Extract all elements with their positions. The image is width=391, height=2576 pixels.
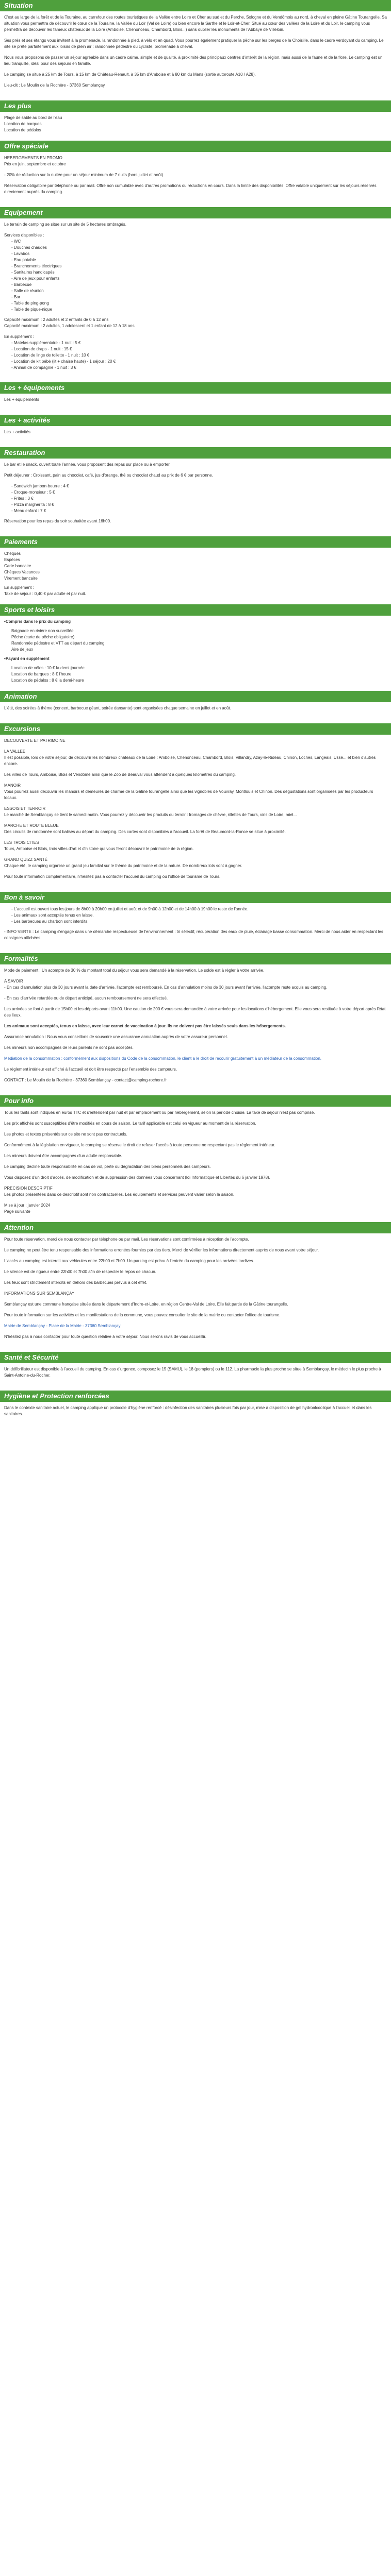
attention-paragraph: L'accès au camping est interdit aux véhicules entre 22h00 et 7h00. Un parking est prévu à l'entrée du camping pour les arrivées tardives. (4, 1259, 254, 1263)
equipement-list-title: Services disponibles : (4, 233, 44, 238)
list-item: - Matelas supplémentaire - 1 nuit : 5 € (11, 340, 387, 346)
pour-info-paragraph: Les mineurs doivent être accompagnés d'un adulte responsable. (4, 1154, 122, 1158)
situation-paragraph: Ses prés et ses étangs vous invitent à la promenade, la randonnée à pied, à vélo et en quad. Vous pourrez également pratiquer la pêche sur les berges de la Choisille, dans le cadre verdoyant du camping. Le site se prête parfaitement aux loisirs de plein air : randonnée pédestre ou cycliste, promenade à cheval. (4, 38, 384, 49)
sports-paid-title: • Payant en supplément (4, 656, 387, 662)
section-animation (0, 691, 391, 723)
list-item: - Sandwich jambon-beurre : 4 € (11, 483, 387, 489)
equipement-extras-list (4, 340, 387, 371)
sports-included-item: Aire de jeux (11, 647, 34, 652)
section-attention (0, 1222, 391, 1352)
section-hygiene (0, 1391, 391, 1429)
sante-text: Un défibrillateur est disponible à l'accueil du camping. En cas d'urgence, composez le 15 (SAMU), le 18 (pompiers) ou le 112. La pharmacie la plus proche se situe à Semblançay, le médecin le plus proche à Saint-Antoine-du-Rocher. (4, 1367, 381, 1378)
excursions-subheading: MARCHE ET ROUTE BLEUE (4, 823, 59, 828)
paiement-tax: Taxe de séjour : 0,40 € par adulte et par nuit. (4, 591, 86, 596)
list-item: - Lavabos (11, 251, 387, 257)
list-item: - Sanitaires handicapés (11, 269, 387, 276)
paiement-item: Carte bancaire (4, 564, 31, 568)
list-item: - Frites : 3 € (11, 496, 387, 502)
offre-period: Prix en juin, septembre et octobre (4, 162, 66, 166)
section-heading-hygiene: Hygiène et Protection renforcées (0, 1391, 391, 1402)
section-plus (0, 100, 391, 141)
restauration-menu-list (4, 483, 387, 514)
offre-conditions: Réservation obligatoire par téléphone ou par mail. Offre non cumulable avec d'autres promotions ou réductions en cours. Dans la limite des disponibilités. Offre valable uniquement sur les séjours réservés directement auprès du camping. (4, 183, 377, 194)
plus-activites-text: Les + activités (4, 430, 30, 434)
section-paiements (0, 536, 391, 604)
restauration-breakfast: Petit déjeuner : Croissant, pain au chocolat, café, jus d'orange, thé ou chocolat chaud au prix de 6 € par personne. (4, 473, 213, 478)
list-item: - Eau potable (11, 257, 387, 263)
attention-paragraph: Pour toute réservation, merci de nous contacter par téléphone ou par mail. Les réservations sont confirmées à réception de l'acompte. (4, 1237, 249, 1242)
equipement-intro: Le terrain de camping se situe sur un site de 5 hectares ombragés. (4, 222, 127, 227)
section-heading-pour-info: Pour info (0, 1095, 391, 1107)
excursions-paragraph: Tours, Amboise et Blois, trois villes d'art et d'histoire qui vous feront découvrir le patrimoine de la région. (4, 846, 194, 851)
section-heading-formalites: Formalités (0, 953, 391, 964)
section-restauration (0, 447, 391, 536)
sports-included-item: Pêche (carte de pêche obligatoire) (11, 635, 75, 639)
plus-item: Plage de sable au bord de l'eau (4, 115, 62, 120)
formalites-paragraph: Le règlement intérieur est affiché à l'accueil et doit être respecté par l'ensemble des campeurs. (4, 1067, 177, 1072)
section-heading-paiements: Paiements (0, 536, 391, 548)
list-item: - Pizza margherita : 8 € (11, 502, 387, 508)
list-item: - Les barbecues au charbon sont interdits. (11, 919, 387, 925)
section-excursions (0, 723, 391, 892)
section-situation (0, 0, 391, 100)
attention-mairie-link[interactable]: Mairie de Semblançay - Place de la Mairie - 37360 Semblançay (4, 1324, 121, 1328)
attention-paragraph: Le camping ne peut être tenu responsable des informations erronées fournies par des tiers. Merci de vérifier les informations directement auprès de nous avant votre séjour. (4, 1248, 319, 1252)
attention-paragraph: Les feux sont strictement interdits en dehors des barbecues prévus à cet effet. (4, 1280, 148, 1285)
paiement-extra-title: En supplément : (4, 585, 34, 590)
section-heading-equipement: Equipement (0, 207, 391, 218)
formalites-paragraph: Les mineurs non accompagnés de leurs parents ne sont pas acceptés. (4, 1045, 134, 1050)
list-item: - Location de linge de toilette - 1 nuit : 10 € (11, 352, 387, 359)
section-heading-plus-activites: Les + activités (0, 415, 391, 426)
excursions-subheading: DECOUVERTE ET PATRIMOINE (4, 738, 66, 743)
sports-paid-item: Location de pédalos : 8 € la demi-heure (11, 678, 84, 683)
list-item: - Location de kit bébé (lit + chaise haute) - 1 séjour : 20 € (11, 359, 387, 365)
list-item: - Aire de jeux pour enfants (11, 276, 387, 282)
pour-info-next: Page suivante (4, 1209, 30, 1214)
formalites-paragraph: Assurance annulation : Nous vous conseillons de souscrire une assurance annulation auprès de votre assureur personnel. (4, 1035, 228, 1039)
situation-paragraph: C'est au large de la forêt et de la Touraine, au carrefour des routes touristiques de la Vallée entre Loire et Cher au sud et du Perche, Sologne et du Vendômois au nord, à cheval en pleine Gâtine Tourangelle. Sa situation vous permettra de découvrir le cœur de la Touraine, la Vallée du Loir (Val de Loire) ou bien encore la Sarthe et le Loir-et-Cher. Situé au cœur des vallées de la Loire et du Loir, le camping vous permettra de découvrir les fameux châteaux de la Loire (Amboise, Chenonceau, Chambord, Blois...) sans oublier les monuments de l'Abbaye de Villeloin. (4, 15, 387, 32)
situation-paragraph: Le camping se situe à 25 km de Tours, à 15 km de Château-Renault, à 35 km d'Amboise et à 80 km du Mans (sortie autoroute A10 / A28). (4, 72, 256, 77)
section-heading-offre: Offre spéciale (0, 141, 391, 152)
equipement-capacity: Capacité maximum : 2 adultes et 2 enfants de 0 à 12 ans (4, 317, 109, 322)
plus-item: Location de barques (4, 122, 42, 126)
offre-discount: - 20% de réduction sur la nuitée pour un séjour minimum de 7 nuits (hors juillet et août) (4, 173, 164, 177)
section-heading-plus: Les plus (0, 100, 391, 112)
pour-info-paragraph: Les prix affichés sont susceptibles d'être modifiés en cours de saison. Le tarif applicable est celui en vigueur au moment de la réservation. (4, 1121, 256, 1126)
excursions-paragraph: Chaque été, le camping organise un grand jeu familial sur le thème du patrimoine et de la nature. De nombreux lots sont à gagner. (4, 863, 242, 868)
attention-paragraph: Pour toute information sur les activités et les manifestations de la commune, vous pouvez consulter le site de la mairie ou contacter l'office de tourisme. (4, 1313, 281, 1317)
sports-included-item: Baignade en rivière non surveillée (11, 629, 74, 633)
section-offre (0, 141, 391, 207)
list-item: - Animal de compagnie - 1 nuit : 3 € (11, 365, 387, 371)
formalites-paragraph: Les animaux sont acceptés, tenus en laisse, avec leur carnet de vaccination à jour. Ils ne doivent pas être laissés seuls dans les hébergements. (4, 1024, 286, 1028)
list-item: - Les animaux sont acceptés tenus en laisse. (11, 912, 387, 919)
section-heading-attention: Attention (0, 1222, 391, 1233)
section-heading-excursions: Excursions (0, 723, 391, 735)
list-item: - Table de pique-nique (11, 307, 387, 313)
pour-info-paragraph: Les photos présentées dans ce descriptif sont non contractuelles. Les équipements et services peuvent varier selon la saison. (4, 1192, 235, 1197)
plus-equipements-text: Les + équipements (4, 397, 39, 402)
formalites-paragraph: Les arrivées se font à partir de 15h00 et les départs avant 11h00. Une caution de 200 € vous sera demandée à votre arrivée pour les locations d'hébergement. Elle vous sera restituée à votre départ après l'état des lieux. (4, 1007, 386, 1018)
excursions-paragraph: Pour toute information complémentaire, n'hésitez pas à contacter l'accueil du camping ou l'office de tourisme de Tours. (4, 874, 221, 879)
excursions-paragraph: Les villes de Tours, Amboise, Blois et Vendôme ainsi que le Zoo de Beauval vous attendent à quelques kilomètres du camping. (4, 772, 236, 777)
pour-info-update: Mise à jour : janvier 2024 (4, 1203, 51, 1208)
offre-title: HEBERGEMENTS EN PROMO (4, 156, 62, 160)
list-item: - Bar (11, 294, 387, 300)
pour-info-paragraph: Vous disposez d'un droit d'accès, de modification et de suppression des données vous concernant (loi Informatique et Libertés du 6 janvier 1978). (4, 1175, 270, 1180)
pour-info-paragraph: Le camping décline toute responsabilité en cas de vol, perte ou dégradation des biens personnels des campeurs. (4, 1164, 211, 1169)
list-item: - L'accueil est ouvert tous les jours de 8h00 à 20h00 en juillet et août et de 9h00 à 12h00 et de 14h00 à 19h00 le reste de l'année. (11, 906, 387, 912)
equipement-capacity: Capacité maximum : 2 adultes, 1 adolescent et 1 enfant de 12 à 18 ans (4, 324, 135, 328)
sports-paid-item: Location de barques : 8 € l'heure (11, 672, 72, 676)
list-item: - WC (11, 239, 387, 245)
section-heading-bon-a-savoir: Bon à savoir (0, 892, 391, 903)
section-plus-activites (0, 415, 391, 447)
excursions-paragraph: Le marché de Semblançay se tient le samedi matin. Vous pourrez y découvrir les produits du terroir : fromages de chèvre, rillettes de Tours, vins de Loire, miel... (4, 812, 297, 817)
section-heading-restauration: Restauration (0, 447, 391, 459)
list-item: - Croque-monsieur : 5 € (11, 489, 387, 496)
list-item: - Salle de réunion (11, 288, 387, 294)
attention-paragraph: Semblançay est une commune française située dans le département d'Indre-et-Loire, en région Centre-Val de Loire. Elle fait partie de la Gâtine tourangelle. (4, 1302, 288, 1307)
formalites-contact: CONTACT : Le Moulin de la Rochère - 37360 Semblançay - contact@camping-rochere.fr (4, 1078, 167, 1082)
paiement-item: Virement bancaire (4, 576, 38, 581)
excursions-paragraph: Il est possible, lors de votre séjour, de découvrir les nombreux châteaux de la Loire : Amboise, Chenonceau, Chambord, Blois, Villandry, Azay-le-Rideau, Chinon, Loches, Langeais, Ussé... et bien d'autres encore. (4, 755, 376, 766)
list-item: - Barbecue (11, 282, 387, 288)
attention-subheading: INFORMATIONS SUR SEMBLANÇAY (4, 1291, 75, 1296)
paiement-item: Chèques Vacances (4, 570, 40, 574)
pour-info-paragraph: Tous les tarifs sont indiqués en euros TTC et s'entendent par nuit et par emplacement ou par hébergement, selon la période choisie. La taxe de séjour n'est pas comprise. (4, 1110, 315, 1115)
sports-paid-item: Location de vélos : 10 € la demi-journée (11, 666, 85, 670)
animation-text: L'été, des soirées à thème (concert, barbecue géant, soirée dansante) sont organisées chaque semaine en juillet et en août. (4, 706, 232, 710)
equipement-extras-title: En supplément : (4, 334, 34, 339)
excursions-subheading: GRAND QUIZZ SANTÉ (4, 857, 48, 862)
pour-info-paragraph: Conformément à la législation en vigueur, le camping se réserve le droit de refuser l'accès à toute personne ne respectant pas le règlement intérieur. (4, 1143, 275, 1147)
formalites-paragraph: Mode de paiement : Un acompte de 30 % du montant total du séjour vous sera demandé à la réservation. Le solde est à régler à votre arrivée. (4, 968, 265, 973)
list-item: - Table de ping-pong (11, 300, 387, 307)
excursions-subheading: MANOIR (4, 783, 21, 788)
section-plus-equipements (0, 382, 391, 415)
paiement-item: Chèques (4, 551, 21, 556)
bon-a-savoir-list (4, 906, 387, 925)
section-heading-animation: Animation (0, 691, 391, 702)
situation-paragraph: Nous vous proposons de passer un séjour agréable dans un cadre calme, simple et de qualité, à proximité des principaux centres d'intérêt de la région, mais aussi de la faune et de la flore. Le camping est un lieu tranquille, idéal pour des séjours en famille. (4, 55, 383, 66)
section-sante (0, 1352, 391, 1391)
formalites-paragraph: - En cas d'arrivée retardée ou de départ anticipé, aucun remboursement ne sera effectué. (4, 996, 168, 1001)
attention-paragraph: Le silence est de rigueur entre 22h00 et 7h00 afin de respecter le repos de chacun. (4, 1269, 156, 1274)
section-heading-sports: Sports et loisirs (0, 604, 391, 616)
excursions-subheading: ESSOIS ET TERROIR (4, 806, 46, 811)
list-item: - Douches chaudes (11, 245, 387, 251)
hygiene-text: Dans le contexte sanitaire actuel, le camping applique un protocole d'hygiène renforcé : désinfection des sanitaires plusieurs fois par jour, mise à disposition de gel hydroalcoolique à l'accueil et dans les sanitaires. (4, 1405, 372, 1416)
section-formalites (0, 953, 391, 1095)
list-item: - Branchements électriques (11, 263, 387, 269)
section-bon-a-savoir (0, 892, 391, 953)
equipement-list (4, 239, 387, 313)
restauration-note: Réservation pour les repas du soir souhaitée avant 16h00. (4, 519, 111, 523)
section-pour-info (0, 1095, 391, 1222)
situation-address: Lieu-dit : Le Moulin de la Rochère - 37360 Semblançay (4, 83, 105, 88)
paiement-item: Espèces (4, 557, 20, 562)
sports-included-item: Randonnée pédestre et VTT au départ du camping (11, 641, 105, 646)
list-item: - Location de draps - 1 nuit : 15 € (11, 346, 387, 352)
excursions-paragraph: Vous pourrez aussi découvrir les manoirs et demeures de charme de la Gâtine tourangelle ainsi que les vignobles de Vouvray, Montlouis et Chinon. Des dégustations sont organisées par les producteurs locaux. (4, 789, 373, 800)
pour-info-paragraph: Les photos et textes présentés sur ce site ne sont pas contractuels. (4, 1132, 127, 1137)
section-heading-plus-equipements: Les + équipements (0, 382, 391, 394)
formalites-paragraph: - En cas d'annulation plus de 30 jours avant la date d'arrivée, l'acompte est remboursé. En cas d'annulation moins de 30 jours avant l'arrivée, l'acompte reste acquis au camping. (4, 985, 328, 990)
section-sports (0, 604, 391, 691)
attention-paragraph: N'hésitez pas à nous contacter pour toute question relative à votre séjour. Nous serons ravis de vous accueillir. (4, 1334, 206, 1339)
plus-item: Location de pédalos (4, 128, 41, 132)
bon-a-savoir-info-verte: - INFO VERTE : Le camping s'engage dans une démarche respectueuse de l'environnement : tri sélectif, récupération des eaux de pluie, éclairage basse consommation. Merci de nous aider en respectant les consignes affichées. (4, 929, 383, 940)
section-heading-sante: Santé et Sécurité (0, 1352, 391, 1363)
pour-info-subheading: PRECISION DESCRIPTIF (4, 1186, 53, 1191)
excursions-subheading: LES TROIS CITES (4, 840, 39, 845)
section-heading-situation: Situation (0, 0, 391, 11)
formalites-subheading: A SAVOIR (4, 979, 23, 984)
excursions-subheading: LA VALLEE (4, 749, 26, 754)
excursions-paragraph: Des circuits de randonnée sont balisés au départ du camping. Des cartes sont disponibles à l'accueil. La forêt de Beaumont-la-Ronce se situe à proximité. (4, 829, 286, 834)
restauration-intro: Le bar et le snack, ouvert toute l'année, vous proposent des repas sur place ou à emporter. (4, 462, 171, 467)
sports-included-title: • Compris dans le prix du camping (4, 619, 387, 625)
section-equipement (0, 207, 391, 382)
list-item: - Menu enfant : 7 € (11, 508, 387, 514)
formalites-mediation-link[interactable]: Médiation de la consommation : conformément aux dispositions du Code de la consommation, le client a le droit de recourir gratuitement à un médiateur de la consommation. (4, 1056, 321, 1061)
